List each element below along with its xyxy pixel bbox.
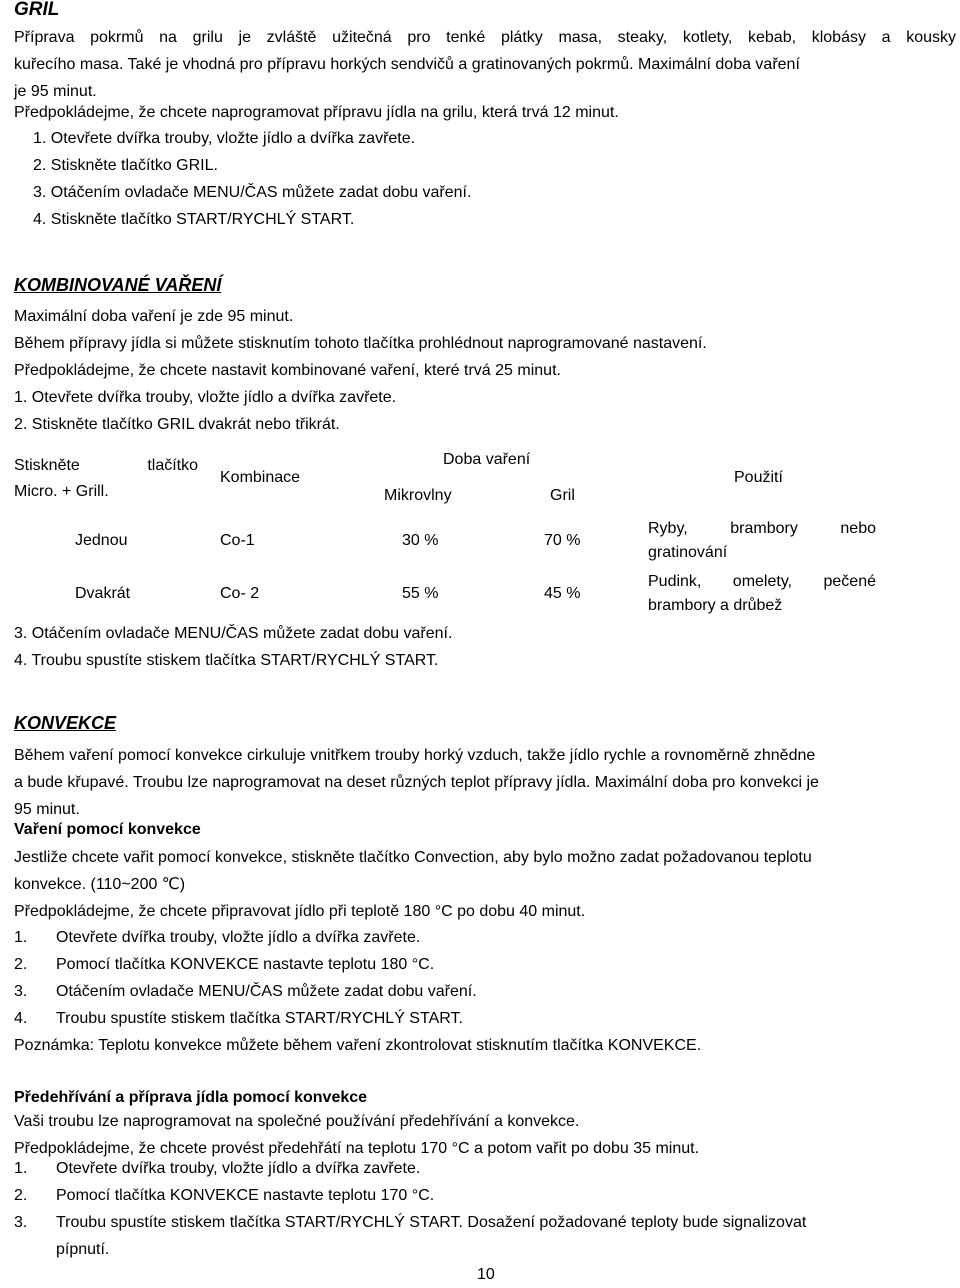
combi-line-1: Maximální doba vaření je zde 95 minut.: [14, 308, 294, 325]
preheat-subheading: Předehřívání a příprava jídla pomocí konvekce: [14, 1089, 368, 1106]
gril-intro-line-2: kuřecího masa. Také je vhodná pro přípravu horkých sendvičů a gratinovaných pokrmů. Maximální doba vaření: [14, 56, 800, 73]
page-number: 10: [477, 1266, 495, 1283]
preheat-line-1: Vaši troubu lze naprogramovat na společné používání předehřívání a konvekce.: [14, 1113, 580, 1130]
convection-intro: [14, 742, 958, 823]
preheat-line-2: Předpokládejme, že chcete provést předehřátí na teplotu 170 °C a potom vařit po dobu 35 minut.: [14, 1140, 700, 1157]
table-row-2-combo: Co- 2: [220, 585, 260, 602]
gril-steps: [33, 125, 471, 233]
gril-step-2: 2. Stiskněte tlačítko GRIL.: [33, 157, 218, 174]
convection-text: [14, 844, 812, 925]
table-row-2-gril: 45 %: [544, 585, 581, 602]
combi-step-4: 4. Troubu spustíte stiskem tlačítka START/RYCHLÝ START.: [14, 652, 439, 669]
combi-line-2: Během přípravy jídla si můžete stisknutím tohoto tlačítka prohlédnout naprogramované nastavení.: [14, 335, 707, 352]
convection-step-3: 3. Otáčením ovladače MENU/ČAS můžete zadat dobu vaření.: [14, 983, 477, 1000]
table-header-press-line2: Micro. + Grill.: [14, 483, 109, 500]
table-row-1-use-line1: Ryby, brambory nebo: [648, 520, 876, 537]
convection-example: Předpokládejme, že chcete připravovat jídlo při teplotě 180 °C po dobu 40 minut.: [14, 903, 586, 920]
table-row-1-press: Jednou: [75, 532, 128, 549]
gril-step-3: 3. Otáčením ovladače MENU/ČAS můžete zadat dobu vaření.: [33, 184, 472, 201]
combi-line-3: Předpokládejme, že chcete nastavit kombinované vaření, které trvá 25 minut.: [14, 362, 561, 379]
convection-subheading: Vaření pomocí konvekce: [14, 821, 201, 838]
table-header-micro: Mikrovlny: [384, 487, 452, 504]
preheat-step-3-cont: pípnutí.: [56, 1241, 110, 1258]
convection-step-1: 1. Otevřete dvířka trouby, vložte jídlo a dvířka zavřete.: [14, 929, 421, 946]
convection-step-2: 2. Pomocí tlačítka KONVEKCE nastavte teplotu 180 °C.: [14, 956, 435, 973]
table-row-2-use-line1: Pudink, omelety, pečené: [648, 573, 876, 590]
preheat-step-1: 1. Otevřete dvířka trouby, vložte jídlo a dvířka zavřete.: [14, 1160, 421, 1177]
gril-intro-line-3: je 95 minut.: [14, 83, 97, 100]
table-row-1-micro: 30 %: [402, 532, 439, 549]
convection-intro-line-1: Během vaření pomocí konvekce cirkuluje vnitřkem trouby horký vzduch, takže jídlo rychle a rovnoměrně zhnědne: [14, 747, 816, 764]
combi-step-3: 3. Otáčením ovladače MENU/ČAS můžete zadat dobu vaření.: [14, 625, 453, 642]
table-row-2-use-line2: brambory a drůbež: [648, 597, 783, 614]
preheat-steps: [14, 1155, 806, 1263]
convection-note: Poznámka: Teplotu konvekce můžete během vaření zkontrolovat stisknutím tlačítka KONVEKCE.: [14, 1037, 702, 1054]
convection-step-4: 4. Troubu spustíte stiskem tlačítka START/RYCHLÝ START.: [14, 1010, 463, 1027]
convection-intro-line-2: a bude křupavé. Troubu lze naprogramovat na deset různých teplot přípravy jídla. Maximální doba pro konvekci je: [14, 774, 819, 791]
table-row-2-micro: 55 %: [402, 585, 439, 602]
table-row-1-gril: 70 %: [544, 532, 581, 549]
table-row-1-combo: Co-1: [220, 532, 255, 549]
convection-text-line-2: konvekce. (110~200 ℃): [14, 876, 186, 893]
table-header-combo: Kombinace: [220, 469, 301, 486]
gril-example: Předpokládejme, že chcete naprogramovat přípravu jídla na grilu, která trvá 12 minut.: [14, 104, 619, 121]
gril-intro: [14, 24, 956, 105]
convection-heading: KONVEKCE: [14, 713, 117, 733]
preheat-step-3: 3. Troubu spustíte stiskem tlačítka START/RYCHLÝ START. Dosažení požadované teploty bude signalizovat: [14, 1214, 807, 1231]
table-header-gril: Gril: [550, 487, 575, 504]
gril-intro-line-1: Příprava pokrmů na grilu je zvláště užitečná pro tenké plátky masa, steaky, kotlety, kebab, klobásy a kousky: [14, 29, 956, 46]
combi-steps-after: [14, 620, 452, 674]
convection-text-line-1: Jestliže chcete vařit pomocí konvekce, stiskněte tlačítko Convection, aby bylo možno zadat požadovanou teplotu: [14, 849, 812, 866]
table-row-1-use-line2: gratinování: [648, 544, 728, 561]
table-header-use: Použití: [734, 469, 783, 486]
table-header-press-line1: Stiskněte tlačítko: [14, 457, 198, 474]
table-header-time: Doba vaření: [443, 451, 531, 468]
preheat-step-2: 2. Pomocí tlačítka KONVEKCE nastavte teplotu 170 °C.: [14, 1187, 435, 1204]
convection-steps: [14, 924, 701, 1059]
preheat-lines: [14, 1108, 699, 1162]
gril-heading: GRIL: [14, 0, 60, 20]
gril-step-1: 1. Otevřete dvířka trouby, vložte jídlo a dvířka zavřete.: [33, 130, 416, 147]
combi-step-2: 2. Stiskněte tlačítko GRIL dvakrát nebo třikrát.: [14, 416, 340, 433]
combi-step-1: 1. Otevřete dvířka trouby, vložte jídlo a dvířka zavřete.: [14, 389, 397, 406]
combi-lines: [14, 303, 707, 438]
table-row-2-press: Dvakrát: [75, 585, 131, 602]
gril-step-4: 4. Stiskněte tlačítko START/RYCHLÝ START.: [33, 211, 355, 228]
combi-heading: KOMBINOVANÉ VAŘENÍ: [14, 275, 222, 295]
convection-intro-line-3: 95 minut.: [14, 801, 80, 818]
